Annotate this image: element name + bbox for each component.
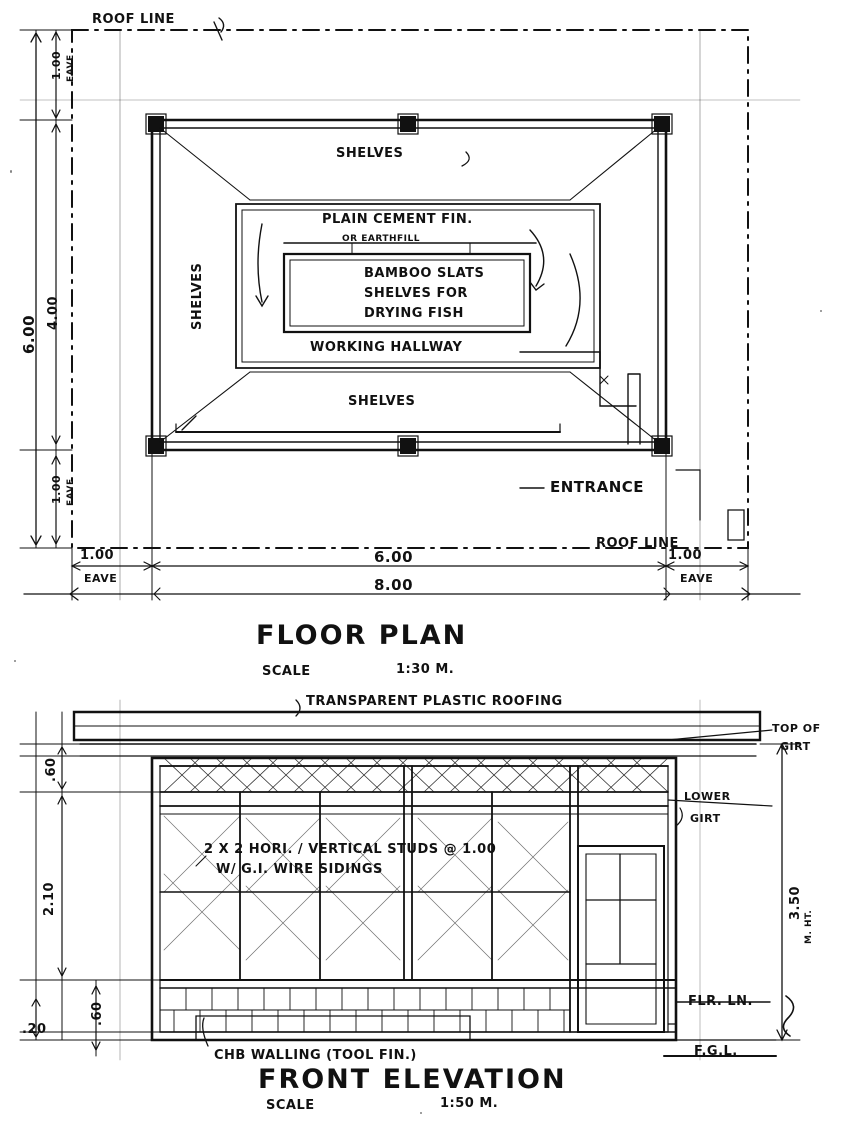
label-shelves-top: SHELVES — [336, 146, 404, 161]
paper-speck — [10, 170, 12, 173]
label-or-earthfill: OR EARTHFILL — [342, 234, 420, 244]
dim-plan-eave-bottom-note: EAVE — [66, 478, 76, 506]
dim-plan-eave-left: 1.00 — [80, 548, 115, 563]
label-drying-fish: DRYING FISH — [364, 306, 464, 321]
label-transparent-plastic-roofing: TRANSPARENT PLASTIC ROOFING — [306, 694, 563, 709]
label-roof-line-top: ROOF LINE — [92, 12, 175, 27]
label-shelves-left: SHELVES — [190, 262, 205, 330]
label-sidings-note: W/ G.I. WIRE SIDINGS — [216, 862, 383, 877]
label-scale-front-elevation: SCALE — [266, 1098, 315, 1113]
dim-plan-eave-top-note: EAVE — [66, 54, 76, 82]
title-front-elevation: FRONT ELEVATION — [258, 1064, 567, 1095]
label-studs-note: 2 X 2 HORI. / VERTICAL STUDS @ 1.00 — [204, 842, 497, 857]
label-top-of-girt: GIRT — [780, 740, 811, 753]
label-chb-walling: CHB WALLING (TOOL FIN.) — [214, 1048, 417, 1063]
label-roof-line-bottom: ROOF LINE — [596, 536, 679, 551]
dim-plan-eave-left-note: EAVE — [84, 572, 118, 585]
paper-speck — [14, 660, 16, 662]
dim-plan-8-00: 8.00 — [374, 576, 414, 594]
label-top-of: TOP OF — [772, 722, 821, 735]
dim-plan-6-00-vert: 6.00 — [20, 314, 38, 354]
label-lower: LOWER — [684, 790, 731, 803]
dim-plan-eave-bottom: 1.00 — [50, 474, 63, 504]
dim-plan-6-00-horiz: 6.00 — [374, 548, 414, 566]
dim-plan-eave-right-note: EAVE — [680, 572, 714, 585]
dim-plan-eave-right: 1.00 — [668, 548, 703, 563]
label-bamboo-slats: BAMBOO SLATS — [364, 266, 485, 281]
dim-elev-0-60-top: .60 — [44, 757, 59, 782]
label-plain-cement-fin: PLAIN CEMENT FIN. — [322, 212, 473, 227]
dim-elev-3-50-note: M. HT. — [804, 909, 814, 944]
label-working-hallway: WORKING HALLWAY — [310, 340, 463, 355]
dim-plan-4-00: 4.00 — [46, 295, 61, 330]
value-scale-floor-plan: 1:30 M. — [396, 662, 455, 677]
dim-plan-eave-top: 1.00 — [50, 50, 63, 80]
label-entrance: ENTRANCE — [550, 478, 644, 496]
dim-elev-2-10: 2.10 — [42, 881, 57, 916]
paper-speck — [420, 1112, 422, 1114]
label-finished-grade-line: F.G.L. — [694, 1044, 738, 1059]
title-floor-plan: FLOOR PLAN — [256, 620, 468, 651]
value-scale-front-elevation: 1:50 M. — [440, 1096, 499, 1111]
paper-speck — [820, 310, 822, 312]
dim-elev-0-60-plinth: .60 — [90, 1001, 105, 1026]
label-floor-line: FLR. LN. — [688, 994, 753, 1009]
dim-elev-0-20: .20 — [22, 1022, 47, 1037]
label-shelves-for: SHELVES FOR — [364, 286, 468, 301]
dim-elev-3-50: 3.50 — [788, 885, 803, 920]
label-shelves-bottom: SHELVES — [348, 394, 416, 409]
label-lower-girt: GIRT — [690, 812, 721, 825]
label-scale-floor-plan: SCALE — [262, 664, 311, 679]
